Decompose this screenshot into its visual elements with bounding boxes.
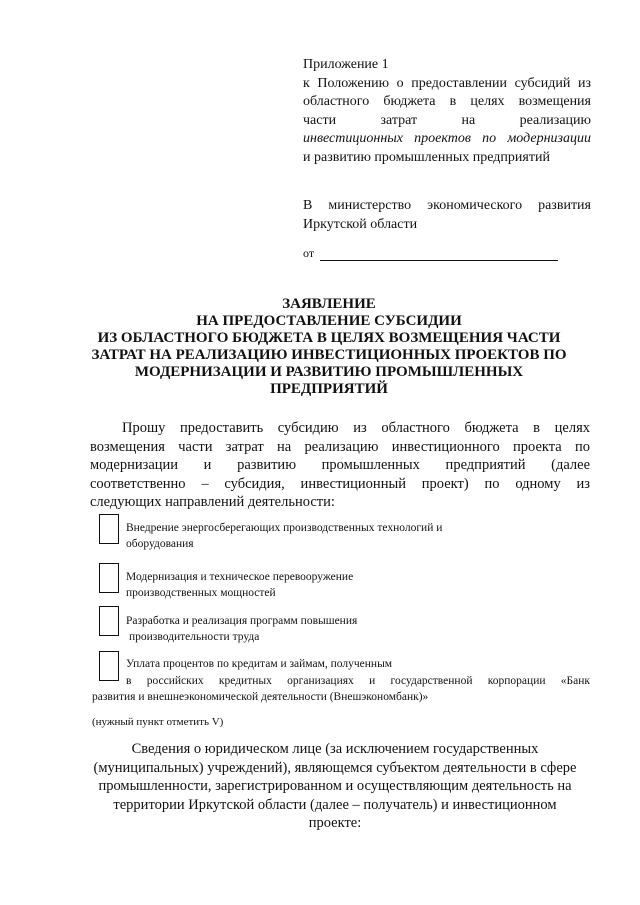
option-label-modernization (126, 569, 353, 601)
info-line: промышленности, зарегистрированном и осуществляющим деятельность на (98, 778, 572, 794)
option-line: Внедрение энергосберегающих производственных технологий и (126, 522, 443, 534)
appendix-header (303, 56, 591, 167)
option-label-loan-interest (126, 656, 392, 672)
option-line: развития и внешнеэкономической деятельности (Внешэкономбанк)» (92, 691, 429, 703)
request-line: следующих направлений деятельности: (90, 494, 335, 510)
option-line: Уплата процентов по кредитам и займам, полученным (126, 658, 393, 670)
addressee-line: Иркутской области (303, 217, 418, 232)
option-label-productivity (126, 613, 357, 645)
info-line: проекте: (308, 815, 362, 831)
option-line: производительности труда (129, 631, 260, 643)
title-line: ПРЕДПРИЯТИЙ (270, 381, 388, 397)
addressee (303, 196, 591, 234)
from-input-line[interactable] (320, 247, 558, 261)
option-line: оборудования (126, 538, 194, 550)
request-line: Прошу предоставить субсидию из областного бюджета в целях (122, 420, 590, 436)
option-checkbox-energy-saving[interactable] (99, 514, 119, 544)
appendix-line: инвестиционных проектов по модернизации (303, 131, 591, 146)
request-paragraph (90, 419, 590, 512)
title-line: ЗАТРАТ НА РЕАЛИЗАЦИЮ ИНВЕСТИЦИОННЫХ ПРОЕКТОВ ПО (91, 347, 567, 363)
request-line: возмещения части затрат на реализацию инвестиционного проекта по (90, 438, 590, 455)
title-line: ЗАЯВЛЕНИЕ (282, 296, 376, 312)
option-label-energy-saving (126, 520, 442, 552)
option-checkbox-productivity[interactable] (99, 606, 119, 636)
request-line: соответственно – субсидия, инвестиционный проект) по одному из (90, 475, 590, 492)
appendix-line: к Положению о предоставлении субсидий из (303, 75, 591, 91)
option-line: Модернизация и техническое перевооружение (126, 571, 354, 583)
info-heading (80, 740, 590, 833)
option-line: в российских кредитных организациях и государственной корпорации «Банк (126, 675, 590, 687)
info-line: территории Иркутской области (далее – получатель) и инвестиционном (113, 796, 557, 813)
appendix-line: части затрат на реализацию (303, 112, 591, 128)
appendix-line: областного бюджета в целях возмещения (303, 94, 591, 109)
option-checkbox-modernization[interactable] (99, 563, 119, 593)
appendix-line: и развитию промышленных предприятий (303, 149, 550, 165)
option-line: Разработка и реализация программ повышения (126, 615, 358, 627)
request-line: модернизации и развитию промышленных предприятий (далее (90, 457, 590, 473)
mark-note: (нужный пункт отметить V) (92, 716, 224, 728)
option-label-loan-interest-cont (92, 673, 590, 705)
info-line: Сведения о юридическом лице (за исключением государственных (131, 741, 539, 757)
option-line: производственных мощностей (126, 587, 276, 599)
title-line: НА ПРЕДОСТАВЛЕНИЕ СУБСИДИИ (196, 313, 462, 329)
appendix-line: Приложение 1 (303, 57, 389, 72)
from-field[interactable] (303, 246, 558, 261)
addressee-line: В министерство экономического развития (303, 198, 591, 213)
info-line: (муниципальных) учреждений), являющемся субъектом деятельности в сфере (93, 759, 577, 776)
title-line: МОДЕРНИЗАЦИИ И РАЗВИТИЮ ПРОМЫШЛЕННЫХ (134, 364, 524, 380)
from-label: от (303, 246, 315, 260)
title-line: ИЗ ОБЛАСТНОГО БЮДЖЕТА В ЦЕЛЯХ ВОЗМЕЩЕНИЯ ЧАСТИ (97, 330, 561, 346)
document-title (60, 296, 598, 398)
